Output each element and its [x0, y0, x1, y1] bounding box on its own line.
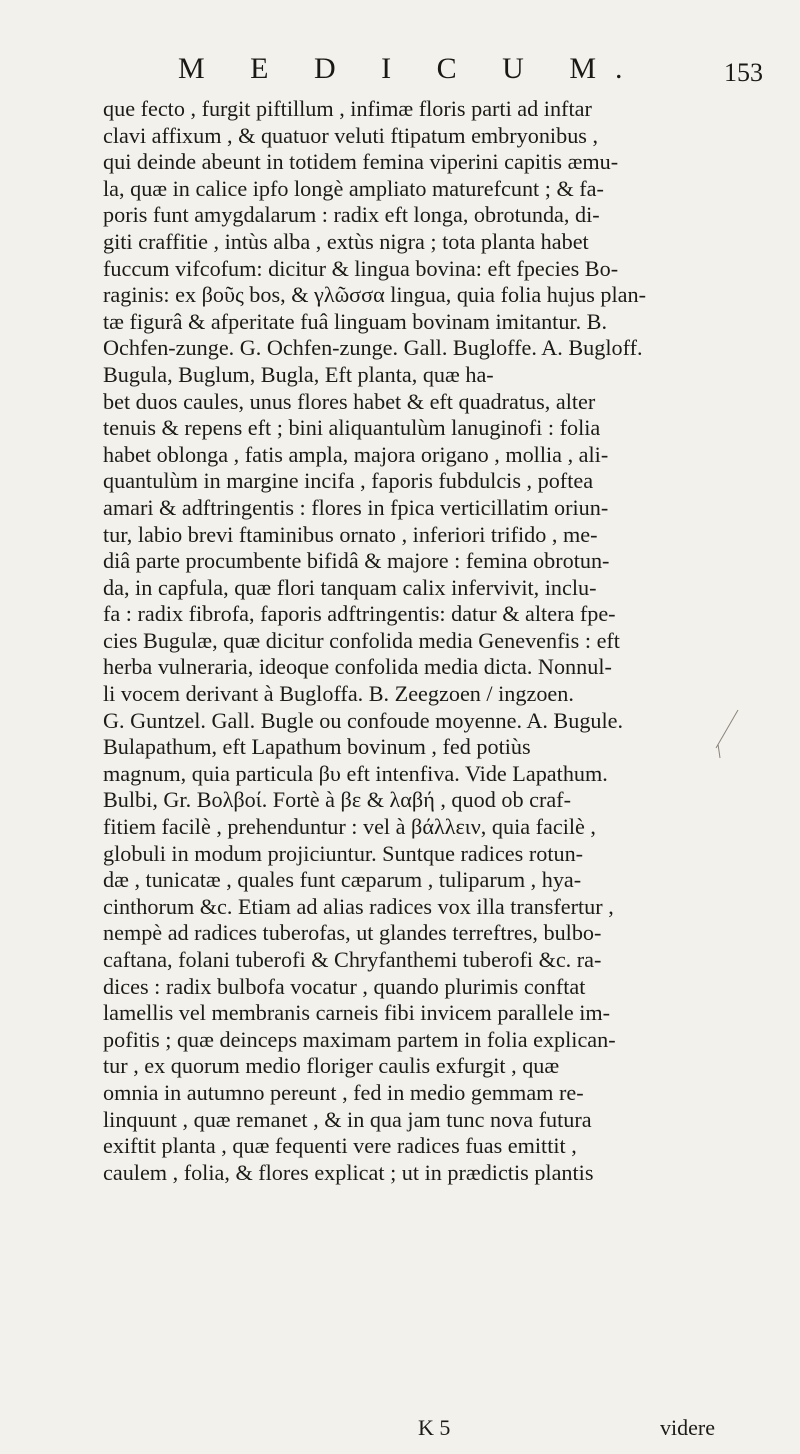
text-line	[103, 1160, 793, 1187]
text-line-content: caulem , folia, & flores explicat ; ut in prædictis plantis	[103, 1159, 594, 1185]
text-line-content: globuli in modum projiciuntur. Suntque radices rotun-	[103, 840, 584, 866]
text-line-content: amari & adftringentis : flores in fpica verticillatim oriun-	[103, 494, 609, 520]
text-line-content: caftana, folani tuberofi & Chryfanthemi tuberofi &c. ra-	[103, 947, 602, 972]
text-line-content: pofitis ; quæ deinceps maximam partem in folia explican-	[103, 1026, 616, 1052]
text-line	[103, 522, 793, 549]
catchword: videre	[660, 1415, 715, 1440]
text-line	[103, 176, 793, 203]
text-line-content: tenuis & repens eft ; bini aliquantulùm lanuginofi : folia	[103, 415, 601, 441]
text-line-content: tæ figurâ & afperitate fuâ linguam bovinam imitantur. B.	[103, 308, 608, 334]
text-line-content: herba vulneraria, ideoque confolida media dicta. Nonnul-	[103, 654, 612, 680]
text-line	[103, 442, 793, 469]
text-line	[103, 282, 793, 309]
text-line-content: G. Guntzel. Gall. Bugle ou confoude moyenne. A. Bugule.	[103, 707, 624, 733]
text-line	[103, 974, 793, 1001]
text-line	[103, 335, 793, 362]
text-line	[103, 841, 793, 868]
text-line-content: fa : radix fibrofa, faporis adftringentis: datur & altera fpe-	[103, 601, 616, 627]
body-text	[103, 96, 793, 1186]
text-line	[103, 867, 793, 894]
signature-mark: K 5	[418, 1415, 451, 1440]
text-line	[103, 96, 793, 123]
text-line	[103, 468, 793, 495]
text-line-content: qui deinde abeunt in totidem femina viperini capitis æmu-	[103, 149, 619, 175]
text-line	[103, 708, 793, 735]
text-line-content: dices : radix bulbofa vocatur , quando plurimis conftat	[103, 973, 586, 999]
running-title: M E D I C U M.	[178, 52, 642, 85]
text-line-content: magnum, quia particula βυ eft intenfiva. Vide Lapathum.	[103, 760, 608, 786]
text-line	[103, 761, 793, 788]
text-line-content: Ochfen-zunge. G. Ochfen-zunge. Gall. Bugloffe. A. Bugloff.	[103, 335, 643, 361]
text-line-content: tur , ex quorum medio floriger caulis exfurgit , quæ	[103, 1053, 560, 1079]
text-line	[103, 681, 793, 708]
text-line-content: lamellis vel membranis carneis fibi invicem parallele im-	[103, 1000, 611, 1026]
text-line-content: raginis: ex βοῦς bos, & γλῶσσα lingua, quia folia hujus plan-	[103, 282, 646, 308]
text-line	[103, 654, 793, 681]
text-line	[103, 1053, 793, 1080]
text-line	[103, 362, 793, 389]
text-line	[103, 123, 793, 150]
text-line	[103, 947, 793, 974]
text-line	[103, 1000, 793, 1027]
text-line	[103, 734, 793, 761]
text-line-content: Bulbi, Gr. Βολβοί. Fortè à βε & λαβή , quod ob craf-	[103, 787, 571, 813]
text-line-content: da, in capfula, quæ flori tanquam calix infervivit, inclu-	[103, 574, 597, 600]
text-line-content: linquunt , quæ remanet , & in qua jam tunc nova futura	[103, 1106, 592, 1132]
text-line	[103, 894, 793, 921]
text-line-content: diâ parte procumbente bifidâ & majore : femina obrotun-	[103, 548, 610, 574]
text-line	[103, 787, 793, 814]
text-line	[103, 229, 793, 256]
text-line	[103, 1080, 793, 1107]
text-line-content: omnia in autumno pereunt , fed in medio gemmam re-	[103, 1079, 584, 1105]
text-line-content: habet oblonga , fatis ampla, majora origano , mollia , ali-	[103, 441, 609, 467]
text-line-content: fuccum vifcofum: dicitur & lingua bovina: eft fpecies Bo-	[103, 255, 619, 281]
text-line-content: giti craffitie , intùs alba , extùs nigra ; tota planta habet	[103, 228, 589, 254]
text-line	[103, 1133, 793, 1160]
text-line-content: tur, labio brevi ftaminibus ornato , inferiori trifido , me-	[103, 521, 598, 547]
running-head	[0, 52, 800, 92]
text-line-content: li vocem derivant à Bugloffa. B. Zeegzoen / ingzoen.	[103, 681, 574, 707]
text-line-content: fitiem facilè , prehenduntur : vel à βάλλειν, quia facilè ,	[103, 814, 596, 840]
text-line-content: poris funt amygdalarum : radix eft longa, obrotunda, di-	[103, 202, 600, 228]
text-line-content: cies Bugulæ, quæ dicitur confolida media Genevenfis : eft	[103, 627, 620, 653]
text-line	[103, 1027, 793, 1054]
text-line	[103, 309, 793, 336]
text-line	[103, 1107, 793, 1134]
text-line	[103, 495, 793, 522]
text-line-content: Bulapathum, eft Lapathum bovinum , fed potiùs	[103, 734, 531, 760]
page-number: 153	[724, 58, 763, 87]
text-line-content: Bugula, Buglum, Bugla, Eft planta, quæ ha-	[103, 361, 494, 387]
text-line	[103, 920, 793, 947]
text-line	[103, 256, 793, 283]
stray-pen-mark	[712, 708, 740, 760]
text-line	[103, 415, 793, 442]
text-line-content: la, quæ in calice ipfo longè ampliato maturefcunt ; & fa-	[103, 175, 604, 201]
text-line	[103, 548, 793, 575]
text-line	[103, 601, 793, 628]
text-line	[103, 202, 793, 229]
text-line-content: quantulùm in margine incifa , faporis fubdulcis , poftea	[103, 468, 594, 494]
text-line	[103, 149, 793, 176]
text-line	[103, 389, 793, 416]
text-line-content: cinthorum &c. Etiam ad alias radices vox illa transfertur ,	[103, 893, 614, 919]
text-line-content: dæ , tunicatæ , quales funt cæparum , tuliparum , hya-	[103, 867, 582, 893]
text-line-content: clavi affixum , & quatuor veluti ftipatum embryonibus ,	[103, 122, 599, 148]
text-line-content: exiftit planta , quæ fequenti vere radices fuas emittit ,	[103, 1133, 577, 1159]
text-line-content: bet duos caules, unus flores habet & eft quadratus, alter	[103, 388, 596, 414]
text-line-content: nempè ad radices tuberofas, ut glandes terreftres, bulbo-	[103, 920, 602, 946]
text-line	[103, 814, 793, 841]
text-line-content: que fecto , furgit piftillum , infimæ floris parti ad inftar	[103, 96, 592, 121]
text-line	[103, 628, 793, 655]
text-line	[103, 575, 793, 602]
